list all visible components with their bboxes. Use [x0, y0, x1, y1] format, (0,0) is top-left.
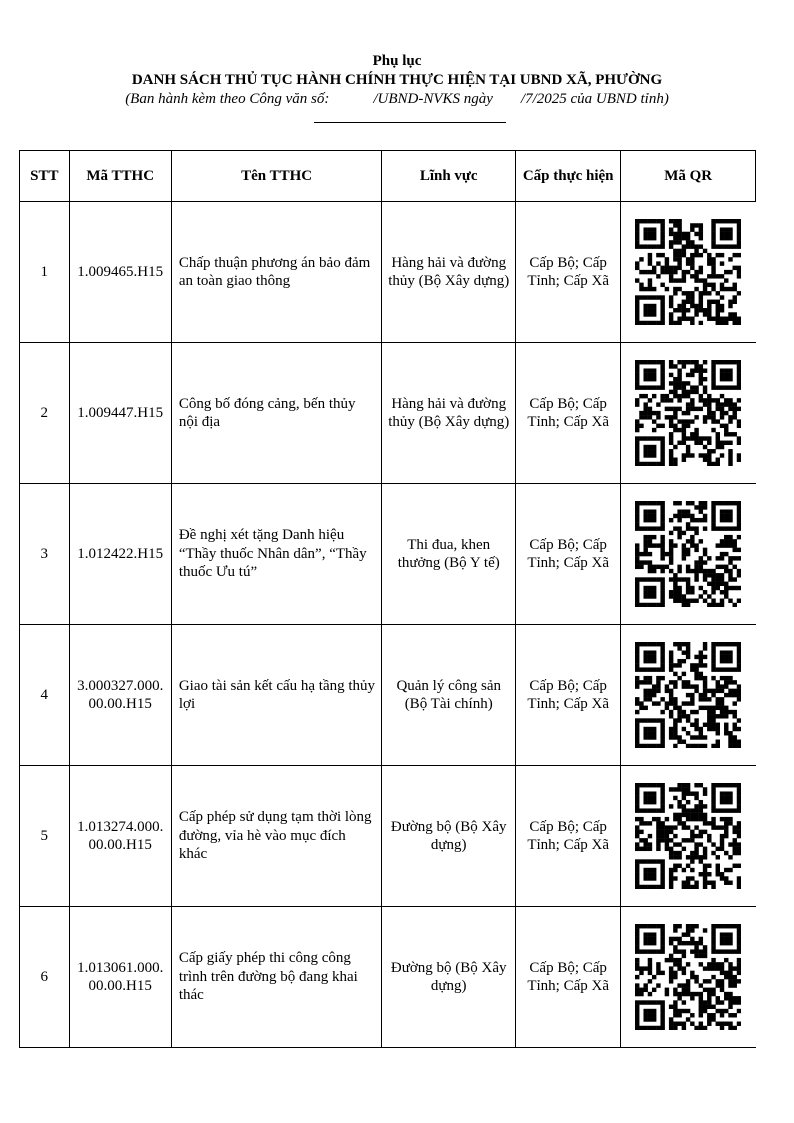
col-code: Mã TTHC [69, 151, 171, 202]
col-field: Lĩnh vực [382, 151, 516, 202]
row-field: Hàng hải và đường thủy (Bộ Xây dựng) [382, 202, 516, 343]
qr-code-icon [635, 642, 741, 748]
subtitle-part2: /UBND-NVKS ngày [373, 91, 493, 107]
row-name: Đề nghị xét tặng Danh hiệu “Thầy thuốc Nhân dân”, “Thầy thuốc Ưu tú” [171, 484, 382, 625]
row-qr [621, 907, 756, 1048]
row-stt: 3 [20, 484, 70, 625]
document-title: DANH SÁCH THỦ TỤC HÀNH CHÍNH THỰC HIỆN TẠI UBND XÃ, PHƯỜNG [131, 72, 663, 88]
qr-code-icon [635, 783, 741, 889]
row-name: Cấp giấy phép thi công công trình trên đường bộ đang khai thác [171, 907, 382, 1048]
header-divider [314, 122, 506, 123]
row-code: 1.012422.H15 [69, 484, 171, 625]
qr-code-icon [635, 501, 741, 607]
row-field: Đường bộ (Bộ Xây dựng) [382, 766, 516, 907]
row-qr [621, 484, 756, 625]
table-row [20, 202, 756, 343]
row-qr [621, 766, 756, 907]
qr-code-icon [635, 219, 741, 325]
subtitle-part1: (Ban hành kèm theo Công văn số: [125, 91, 330, 107]
table-row [20, 766, 756, 907]
row-qr [621, 343, 756, 484]
row-code: 1.009465.H15 [69, 202, 171, 343]
table-row [20, 907, 756, 1048]
row-code: 1.013061.000.00.00.H15 [69, 907, 171, 1048]
col-qr: Mã QR [621, 151, 756, 202]
qr-code-icon [635, 924, 741, 1030]
row-field: Quản lý công sản (Bộ Tài chính) [382, 625, 516, 766]
row-code: 1.013274.000.00.00.H15 [69, 766, 171, 907]
row-level: Cấp Bộ; Cấp Tỉnh; Cấp Xã [516, 343, 621, 484]
row-field: Thi đua, khen thưởng (Bộ Y tế) [382, 484, 516, 625]
document-subtitle [0, 90, 794, 109]
row-stt: 1 [20, 202, 70, 343]
row-code: 3.000327.000.00.00.H15 [69, 625, 171, 766]
row-qr [621, 625, 756, 766]
qr-code-icon [635, 360, 741, 466]
table-row [20, 343, 756, 484]
row-name: Công bố đóng cảng, bến thủy nội địa [171, 343, 382, 484]
row-level: Cấp Bộ; Cấp Tỉnh; Cấp Xã [516, 907, 621, 1048]
subtitle-part3: /7/2025 của UBND tỉnh) [520, 91, 669, 107]
col-level: Cấp thực hiện [516, 151, 621, 202]
row-stt: 2 [20, 343, 70, 484]
table-row [20, 625, 756, 766]
col-name: Tên TTHC [171, 151, 382, 202]
row-name: Giao tài sản kết cấu hạ tầng thủy lợi [171, 625, 382, 766]
row-field: Hàng hải và đường thủy (Bộ Xây dựng) [382, 343, 516, 484]
col-stt: STT [20, 151, 70, 202]
row-code: 1.009447.H15 [69, 343, 171, 484]
row-level: Cấp Bộ; Cấp Tỉnh; Cấp Xã [516, 766, 621, 907]
row-qr [621, 202, 756, 343]
procedures-table [19, 150, 756, 1048]
row-name: Chấp thuận phương án bảo đảm an toàn giao thông [171, 202, 382, 343]
row-level: Cấp Bộ; Cấp Tỉnh; Cấp Xã [516, 625, 621, 766]
row-stt: 5 [20, 766, 70, 907]
row-level: Cấp Bộ; Cấp Tỉnh; Cấp Xã [516, 484, 621, 625]
row-level: Cấp Bộ; Cấp Tỉnh; Cấp Xã [516, 202, 621, 343]
table-header-row [20, 151, 756, 202]
row-stt: 6 [20, 907, 70, 1048]
appendix-label: Phụ lục [372, 53, 422, 69]
row-name: Cấp phép sử dụng tạm thời lòng đường, vỉa hè vào mục đích khác [171, 766, 382, 907]
document-header [0, 52, 794, 109]
row-stt: 4 [20, 625, 70, 766]
row-field: Đường bộ (Bộ Xây dựng) [382, 907, 516, 1048]
table-row [20, 484, 756, 625]
